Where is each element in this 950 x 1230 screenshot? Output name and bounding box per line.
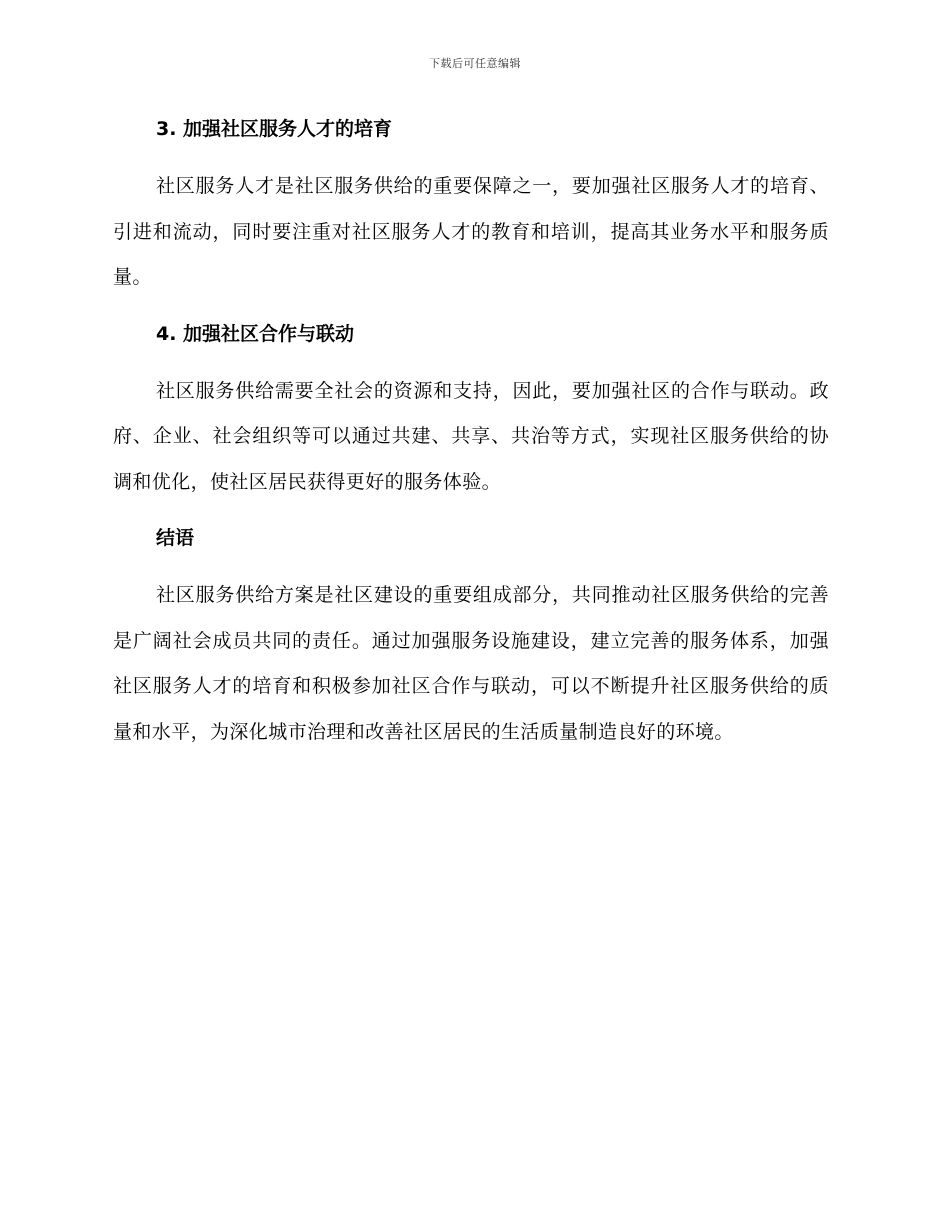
section-heading-talent: 3. 加强社区服务人才的培育 [156, 118, 393, 140]
section-paragraph-talent: 社区服务人才是社区服务供给的重要保障之一，要加强社区服务人才的培育、引进和流动，同时要注重对社区服务人才的教育和培训，提高其业务水平和服务质量。 [113, 175, 829, 288]
document-body [113, 113, 829, 755]
section-heading-conclusion: 结语 [156, 527, 195, 549]
section-heading-cooperation: 4. 加强社区合作与联动 [156, 322, 355, 345]
page-header-note: 下载后可任意编辑 [429, 57, 521, 70]
section-paragraph-cooperation: 社区服务供给需要全社会的资源和支持，因此，要加强社区的合作与联动。政府、企业、社会组织等可以通过共建、共享、共治等方式，实现社区服务供给的协调和优化，使社区居民获得更好的服务体验。 [113, 379, 829, 493]
section-paragraph-conclusion: 社区服务供给方案是社区建设的重要组成部分，共同推动社区服务供给的完善是广阔社会成员共同的责任。通过加强服务设施建设，建立完善的服务体系，加强社区服务人才的培育和积极参加社区合作与联动，可以不断提升社区服务供给的质量和水平，为深化城市治理和改善社区居民的生活质量制造良好的环境。 [113, 584, 829, 743]
